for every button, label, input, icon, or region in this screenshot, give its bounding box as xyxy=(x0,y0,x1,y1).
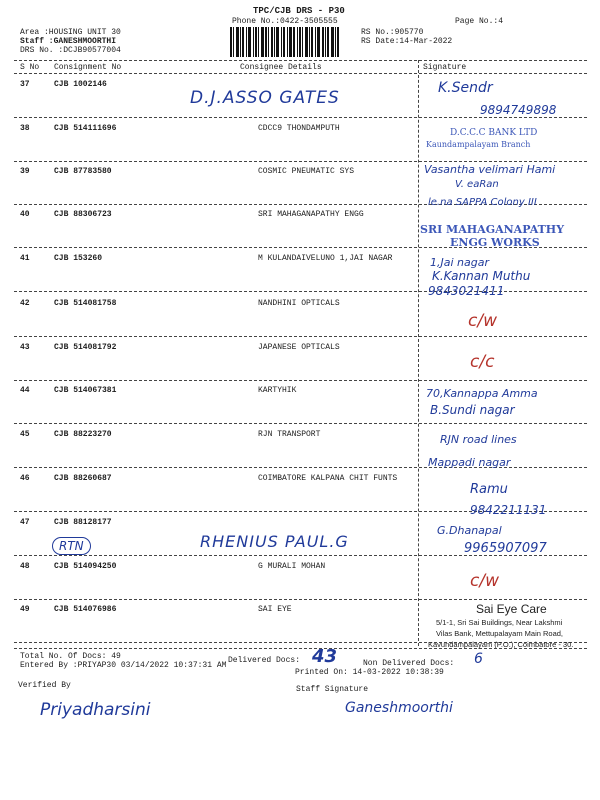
row45-signature-line1: RJN road lines xyxy=(440,433,517,446)
row-divider xyxy=(14,161,587,162)
row-divider xyxy=(14,336,587,337)
area-label: Area :HOUSING UNIT 30 xyxy=(20,28,121,37)
page-number: Page No.:4 xyxy=(455,17,504,26)
row47-rtn-mark: RTN xyxy=(52,537,91,555)
header-divider-top xyxy=(14,60,587,61)
row-consignee-name: NANDHINI OPTICALS xyxy=(258,299,340,308)
row-consignee-name: RJN TRANSPORT xyxy=(258,430,321,439)
row-sno: 45 xyxy=(20,430,30,439)
row44-signature-line2: B.Sundi nagar xyxy=(430,403,515,417)
row-consignment-no: CJB 514067381 xyxy=(54,386,117,395)
row49-stamp-line1: 5/1-1, Sri Sai Buildings, Near Lakshmi xyxy=(436,618,563,627)
row-consignee-name: KARTYHIK xyxy=(258,386,297,395)
row41-signature-line2: K.Kannan Muthu xyxy=(432,269,531,283)
col-signature: Signature xyxy=(423,63,467,72)
row-consignee-name: M KULANDAIVELUNO 1,JAI NAGAR xyxy=(258,254,393,263)
drs-number: DRS No. :DCJB90577004 xyxy=(20,46,121,55)
row37-handwritten-name: D.J.ASSO GATES xyxy=(190,88,340,108)
row-consignee-name: JAPANESE OPTICALS xyxy=(258,343,340,352)
rs-date: RS Date:14-Mar-2022 xyxy=(361,37,453,46)
row40-stamp-works: ENGG WORKS xyxy=(450,236,540,249)
non-delivered-docs-value: 6 xyxy=(474,651,483,667)
entered-by: Entered By :PRIYAP30 03/14/2022 10:37:31 AM xyxy=(20,661,227,670)
row38-stamp-bank: D.C.C.C BANK LTD xyxy=(450,128,538,138)
row-consignee-name: COSMIC PNEUMATIC SYS xyxy=(258,167,355,176)
row42-status: c/w xyxy=(468,311,497,331)
non-delivered-docs-label: Non Delivered Docs: xyxy=(363,659,455,668)
col-consignee: Consignee Details xyxy=(240,63,322,72)
row-consignment-no: CJB 88223270 xyxy=(54,430,112,439)
row-consignment-no: CJB 88260687 xyxy=(54,474,112,483)
document-title: TPC/CJB DRS - P30 xyxy=(253,6,345,16)
total-docs: Total No. Of Docs: 49 xyxy=(20,652,121,661)
row-consignment-no: CJB 88128177 xyxy=(54,518,112,527)
row41-signature-line3: 9843021411 xyxy=(428,284,505,298)
row-consignee-name: SRI MAHAGANAPATHY ENGG xyxy=(258,210,364,219)
staff-signature-label: Staff Signature xyxy=(296,685,369,694)
row-sno: 37 xyxy=(20,80,30,89)
row39-signature-line1: Vasantha velimari Hami xyxy=(424,163,556,176)
delivered-docs-label: Delivered Docs: xyxy=(228,656,301,665)
row-consignment-no: CJB 514094250 xyxy=(54,562,117,571)
rs-number: RS No.:905770 xyxy=(361,28,424,37)
row-sno: 43 xyxy=(20,343,30,352)
row-divider xyxy=(14,599,587,600)
row-sno: 38 xyxy=(20,124,30,133)
staff-label: Staff :GANESHMOORTHI xyxy=(20,37,117,46)
row-consignment-no: CJB 153260 xyxy=(54,254,103,263)
row47-handwritten-name: RHENIUS PAUL.G xyxy=(200,532,349,551)
row-consignee-name: SAI EYE xyxy=(258,605,292,614)
row-sno: 40 xyxy=(20,210,30,219)
row38-stamp-branch: Kaundampalayam Branch xyxy=(426,140,531,149)
row46-phone: 9842211131 xyxy=(470,503,547,517)
row-divider xyxy=(14,380,587,381)
row49-stamp-line2: Vilas Bank, Mettupalayam Main Road, xyxy=(436,629,564,638)
row44-signature-line1: 70,Kannappa Amma xyxy=(426,387,538,400)
staff-signature: Ganeshmoorthi xyxy=(345,700,453,716)
row43-status: c/c xyxy=(470,352,495,372)
row37-signature: K.Sendr xyxy=(438,80,493,96)
row39-signature-line2: V. eaRan xyxy=(455,179,499,190)
col-consignment: Consignment No xyxy=(54,63,122,72)
verified-by-label: Verified By xyxy=(18,681,71,690)
row-consignment-no: CJB 514081792 xyxy=(54,343,117,352)
row-consignee-name: CDCC9 THONDAMPUTH xyxy=(258,124,340,133)
row-consignment-no: CJB 514081758 xyxy=(54,299,117,308)
delivered-docs-value: 43 xyxy=(312,646,338,667)
row-consignment-no: CJB 1002146 xyxy=(54,80,107,89)
row45-signature-line2: Mappadi nagar xyxy=(428,456,511,469)
row47-phone: 9965907097 xyxy=(464,541,547,556)
row-sno: 41 xyxy=(20,254,30,263)
row41-signature-line1: 1,Jai nagar xyxy=(430,256,489,269)
row37-phone: 9894749898 xyxy=(480,103,557,117)
row-consignee-name: COIMBATORE KALPANA CHIT FUNTS xyxy=(258,474,398,483)
col-sno: S No xyxy=(20,63,40,72)
header-divider-bottom xyxy=(14,73,587,74)
barcode xyxy=(230,27,354,57)
row-sno: 39 xyxy=(20,167,30,176)
row-sno: 46 xyxy=(20,474,30,483)
row-sno: 44 xyxy=(20,386,30,395)
row49-stamp-line3: Kavundampalayam (P.O.), Coimbatore - 30. xyxy=(428,640,574,649)
verified-by-signature: Priyadharsini xyxy=(40,700,151,720)
row40-stamp-name: SRI MAHAGANAPATHY xyxy=(420,223,565,236)
row-consignment-no: CJB 514111696 xyxy=(54,124,117,133)
row-consignment-no: CJB 87783580 xyxy=(54,167,112,176)
row-sno: 42 xyxy=(20,299,30,308)
row-divider xyxy=(14,117,587,118)
row-consignment-no: CJB 88306723 xyxy=(54,210,112,219)
row-sno: 49 xyxy=(20,605,30,614)
row49-stamp-title: Sai Eye Care xyxy=(476,602,547,616)
row-sno: 47 xyxy=(20,518,30,527)
row-consignee-name: G MURALI MOHAN xyxy=(258,562,326,571)
row39-signature-line3: le.na SAPPA Colony III xyxy=(428,197,537,208)
printed-on: Printed On: 14-03-2022 10:38:39 xyxy=(295,668,444,677)
footer-divider xyxy=(14,648,587,649)
row-consignment-no: CJB 514076986 xyxy=(54,605,117,614)
signature-column-divider xyxy=(418,60,419,646)
phone-number: Phone No.:0422-3505555 xyxy=(232,17,338,26)
row-divider xyxy=(14,423,587,424)
row48-status: c/w xyxy=(470,571,499,591)
row46-signature: Ramu xyxy=(470,482,508,497)
row-sno: 48 xyxy=(20,562,30,571)
row47-signature: G.Dhanapal xyxy=(437,524,502,537)
